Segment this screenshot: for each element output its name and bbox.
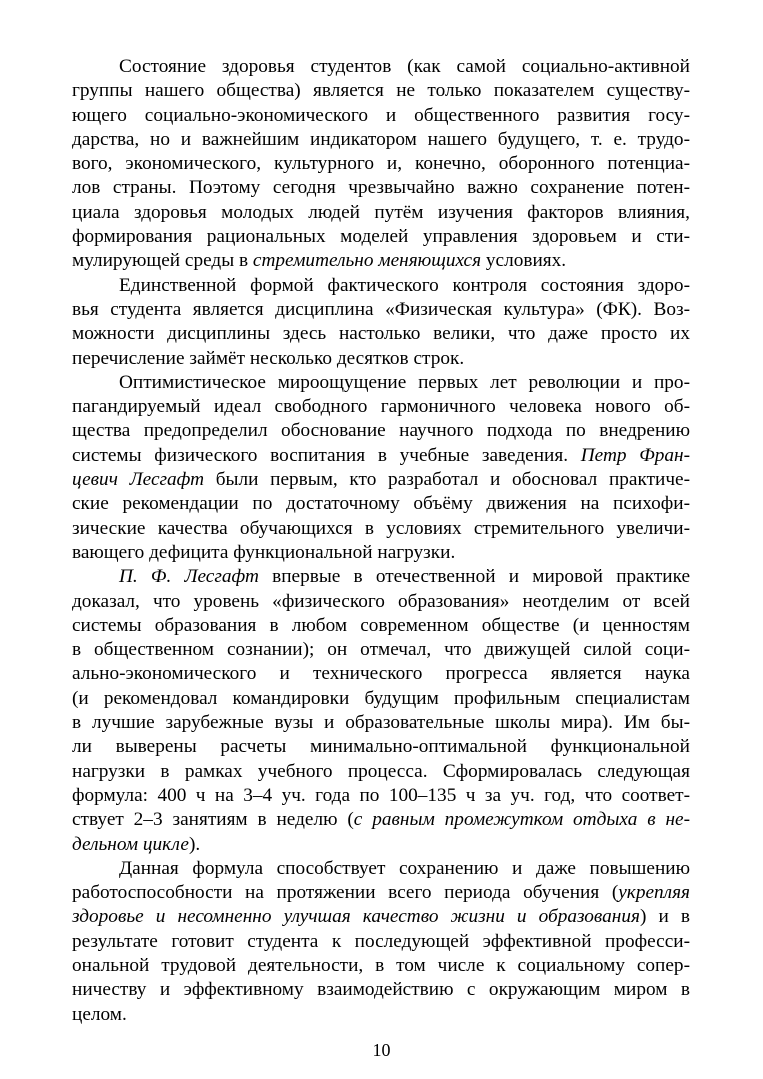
- text-segment: дарства, но и важнейшим индикатором нашего будущего, т. е. трудо-: [72, 128, 690, 150]
- text-line: [72, 274, 690, 298]
- text-segment: были первым, кто разработал и обосновал практиче-: [204, 469, 690, 491]
- text-segment: ющего социально-экономического и общественного развития госу-: [72, 104, 690, 126]
- text-segment: целом.: [72, 1003, 127, 1025]
- italic-text: с равным промежутком отдыха в не-: [353, 809, 690, 831]
- paragraph: [72, 565, 690, 857]
- italic-text: стремительно меняющихся: [252, 250, 482, 272]
- text-segment: Состояние здоровья студентов (как самой социально-активной: [119, 56, 690, 77]
- italic-text: укрепляя: [618, 882, 690, 904]
- text-line: [72, 662, 690, 686]
- text-segment: вающего дефицита функциональной нагрузки.: [72, 541, 456, 563]
- paragraph: [72, 55, 690, 274]
- text-line: [72, 735, 690, 759]
- text-line: [72, 590, 690, 614]
- text-line: [72, 565, 690, 589]
- text-line: [72, 468, 690, 492]
- italic-text: здоровье и несомненно улучшая качество жизни и образования: [72, 906, 640, 928]
- text-segment: результате готовит студента к последующей эффективной професси-: [72, 930, 690, 952]
- text-line: [72, 954, 690, 978]
- text-segment: Данная формула способствует сохранению и даже повышению: [119, 857, 690, 879]
- text-line: [72, 760, 690, 784]
- paragraph: [72, 274, 690, 371]
- text-line: [72, 978, 690, 1002]
- text-line: [72, 79, 690, 103]
- text-segment: условиях.: [481, 250, 567, 272]
- text-line: [72, 225, 690, 249]
- text-segment: лов страны. Поэтому сегодня чрезвычайно важно сохранение потен-: [72, 177, 690, 199]
- text-segment: мулирующей среды в: [72, 250, 253, 272]
- text-line: [72, 1003, 690, 1027]
- text-line: [72, 687, 690, 711]
- italic-text: цевич Лесгафт: [72, 469, 205, 491]
- text-line: [72, 249, 690, 273]
- text-segment: Оптимистическое мироощущение первых лет революции и про-: [119, 371, 690, 393]
- text-segment: ональной трудовой деятельности, в том числе к социальному сопер-: [72, 954, 690, 976]
- text-segment: можности дисциплины здесь настолько велики, что даже просто их: [72, 323, 690, 345]
- text-segment: формирования рациональных моделей управления здоровьем и сти-: [72, 226, 690, 248]
- text-line: [72, 784, 690, 808]
- text-segment: ли выверены расчеты минимально-оптимальной функциональной: [72, 736, 690, 758]
- text-segment: зические качества обучающихся в условиях стремительного увеличи-: [72, 517, 690, 539]
- text-line: [72, 881, 690, 905]
- text-segment: вого, экономического, культурного и, конечно, оборонного потенциа-: [72, 153, 690, 175]
- text-line: [72, 347, 690, 371]
- text-line: [72, 857, 690, 881]
- text-segment: щества предопределил обоснование научного подхода по внедрению: [72, 420, 690, 442]
- text-line: [72, 833, 690, 857]
- text-line: [72, 128, 690, 152]
- text-line: [72, 492, 690, 516]
- text-segment: нагрузки в рамках учебного процесса. Сформировалась следующая: [72, 760, 690, 782]
- text-segment: циала здоровья молодых людей путём изучения факторов влияния,: [72, 201, 690, 223]
- text-line: [72, 541, 690, 565]
- text-line: [72, 298, 690, 322]
- page-body: [72, 55, 690, 1027]
- text-segment: пагандируемый идеал свободного гармоничного человека нового об-: [72, 396, 690, 418]
- text-segment: ально-экономического и технического прогресса является наука: [72, 663, 690, 685]
- text-line: [72, 444, 690, 468]
- text-segment: работоспособности на протяжении всего периода обучения (: [72, 882, 619, 904]
- text-segment: доказал, что уровень «физического образования» неотделим от всей: [72, 590, 690, 612]
- text-segment: перечисление займёт несколько десятков строк.: [72, 347, 465, 369]
- text-segment: ничеству и эффективному взаимодействию с окружающим миром в: [72, 979, 690, 1001]
- text-segment: ) и в: [639, 906, 690, 928]
- text-line: [72, 808, 690, 832]
- text-segment: ские рекомендации по достаточному объёму движения на психофи-: [72, 493, 690, 515]
- text-segment: формула: 400 ч на 3–4 уч. года по 100–135 ч за уч. год, что соответ-: [72, 784, 690, 806]
- text-segment: в общественном сознании); он отмечал, что движущей силой соци-: [72, 639, 690, 661]
- text-segment: ствует 2–3 занятиям в неделю (: [72, 809, 354, 831]
- text-line: [72, 711, 690, 735]
- text-segment: Единственной формой фактического контроля состояния здоро-: [119, 274, 690, 296]
- text-line: [72, 322, 690, 346]
- text-line: [72, 614, 690, 638]
- text-segment: системы физического воспитания в учебные заведения.: [72, 444, 581, 466]
- text-segment: группы нашего общества) является не только показателем существу-: [72, 80, 690, 102]
- italic-text: Петр Фран-: [580, 444, 691, 466]
- text-segment: в лучшие зарубежные вузы и образовательные школы мира). Им бы-: [72, 712, 690, 734]
- text-segment: ).: [188, 833, 201, 855]
- page-number: 10: [372, 1040, 391, 1060]
- text-line: [72, 55, 690, 79]
- text-line: [72, 395, 690, 419]
- paragraph: [72, 371, 690, 565]
- text-line: [72, 201, 690, 225]
- text-line: [72, 638, 690, 662]
- text-segment: впервые в отечественной и мировой практике: [258, 566, 691, 588]
- paragraph: [72, 857, 690, 1027]
- text-line: [72, 152, 690, 176]
- text-line: [72, 371, 690, 395]
- text-segment: вья студента является дисциплина «Физическая культура» (ФК). Воз-: [72, 298, 690, 320]
- text-line: [72, 419, 690, 443]
- text-segment: системы образования в любом современном обществе (и ценностям: [72, 614, 690, 636]
- text-line: [72, 930, 690, 954]
- text-line: [72, 517, 690, 541]
- text-segment: (и рекомендовал командировки будущим профильным специалистам: [72, 687, 690, 709]
- italic-text: П. Ф. Лесгафт: [119, 566, 259, 588]
- text-line: [72, 905, 690, 929]
- italic-text: дельном цикле: [72, 833, 189, 855]
- text-line: [72, 104, 690, 128]
- text-line: [72, 176, 690, 200]
